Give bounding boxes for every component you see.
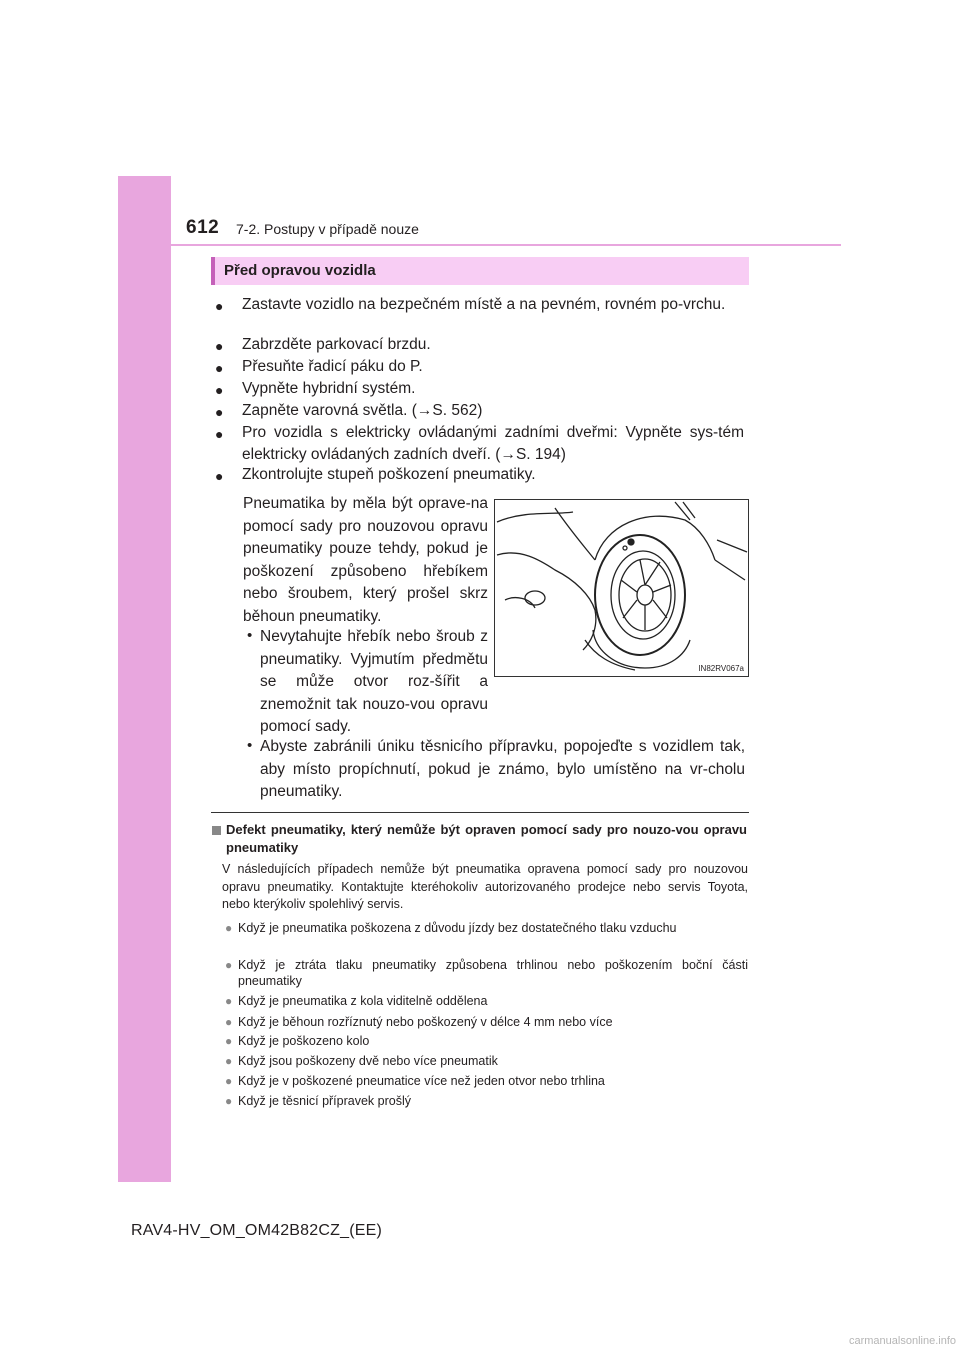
sub-bullet-text: Abyste zabránili úniku těsnicího přípravku, popojeďte s vozidlem tak, aby místo propíchnutí, pokud je známo, bylo umístěno na vr-cholu pneumatiky. (260, 738, 745, 800)
chapter-sidebar-tab (118, 176, 171, 1182)
bullet-text: Zastavte vozidlo na bezpečném místě a na pevném, rovném po-vrchu. (242, 296, 726, 313)
note-item: Když jsou poškozeny dvě nebo více pneumatik (238, 1054, 498, 1068)
sub-bullet-icon: • (247, 737, 253, 754)
header-divider (171, 244, 841, 246)
note-item: Když je poškozeno kolo (238, 1034, 370, 1048)
bullet-text: Pro vozidla s elektricky ovládanými zadními dveřmi: Vypněte sys-tém elektricky ovládaných zadních dveří. (→S. 194) (242, 424, 744, 463)
section-divider (211, 812, 749, 813)
bullet-icon: ● (225, 958, 233, 972)
bullet-icon: ● (215, 338, 224, 354)
bullet-icon: ● (215, 468, 224, 484)
watermark: carmanualsonline.info (848, 1335, 956, 1347)
bullet-text: Zapněte varovná světla. (→S. 562) (242, 402, 483, 419)
sub-bullet-icon: • (247, 627, 253, 644)
bullet-text: Přesuňte řadicí páku do P. (242, 358, 423, 375)
section-heading (211, 257, 749, 285)
document-code-footer: RAV4-HV_OM_OM42B82CZ_(EE) (131, 1222, 382, 1239)
note-item: Když je v poškozené pneumatice více než jeden otvor nebo trhlina (238, 1074, 605, 1088)
bullet-icon: ● (215, 360, 224, 376)
bullet-icon: ● (215, 404, 224, 420)
note-item: Když je pneumatika z kola viditelně oddělena (238, 994, 488, 1008)
flat-tire-illustration (494, 499, 749, 677)
flat-tire-drawing (495, 500, 748, 676)
note-title: Defekt pneumatiky, který nemůže být opraven pomocí sady pro nouzo-vou opravu pneumatiky (226, 822, 747, 855)
bullet-icon: ● (225, 1015, 233, 1029)
bullet-text: Vypněte hybridní systém. (242, 380, 416, 397)
bullet-icon: ● (225, 921, 233, 935)
note-item: Když je pneumatika poškozena z důvodu jízdy bez dostatečného tlaku vzduchu (238, 921, 677, 935)
bullet-icon: ● (215, 426, 224, 442)
bullet-icon: ● (225, 1094, 233, 1108)
bullet-icon: ● (225, 1054, 233, 1068)
bullet-icon: ● (215, 298, 224, 314)
chapter-title: 7-2. Postupy v případě nouze (236, 221, 419, 237)
note-body: V následujících případech nemůže být pneumatika opravena pomocí sady pro nouzovou opravu pneumatiky. Kontaktujte kteréhokoliv autorizovaného prodejce nebo servis Toyota, nebo kterýkoliv spolehlivý servis. (222, 862, 748, 911)
bullet-icon: ● (225, 1034, 233, 1048)
bullet-icon: ● (225, 994, 233, 1008)
sub-bullet-text: Nevytahujte hřebík nebo šroub z pneumatiky. Vyjmutím předmětu se může otvor roz-šířit a znemožnit tak nouzo-vou opravu pomocí sady. (260, 628, 488, 735)
note-item: Když je běhoun rozříznutý nebo poškozený v délce 4 mm nebo více (238, 1015, 613, 1029)
bullet-text: Zkontrolujte stupeň poškození pneumatiky. (242, 466, 536, 483)
note-item: Když je ztráta tlaku pneumatiky způsobena trhlinou nebo poškozením boční části pneumatiky (238, 958, 748, 988)
bullet-text: Zabrzděte parkovací brzdu. (242, 336, 431, 353)
page-number: 612 (186, 217, 220, 238)
figure-code: IN82RV067a (698, 664, 744, 673)
bullet-icon: ● (215, 382, 224, 398)
note-item: Když je těsnicí přípravek prošlý (238, 1094, 411, 1108)
square-marker-icon (212, 826, 221, 835)
section-heading-text: Před opravou vozidla (224, 262, 376, 279)
bullet-icon: ● (225, 1074, 233, 1088)
tire-repair-paragraph: Pneumatika by měla být oprave-na pomocí sady pro nouzovou opravu pneumatiky pouze tehdy, pokud je poškození způsobeno hřebíkem nebo šroubem, který prošel skrz běhoun pneumatiky. (243, 495, 488, 625)
